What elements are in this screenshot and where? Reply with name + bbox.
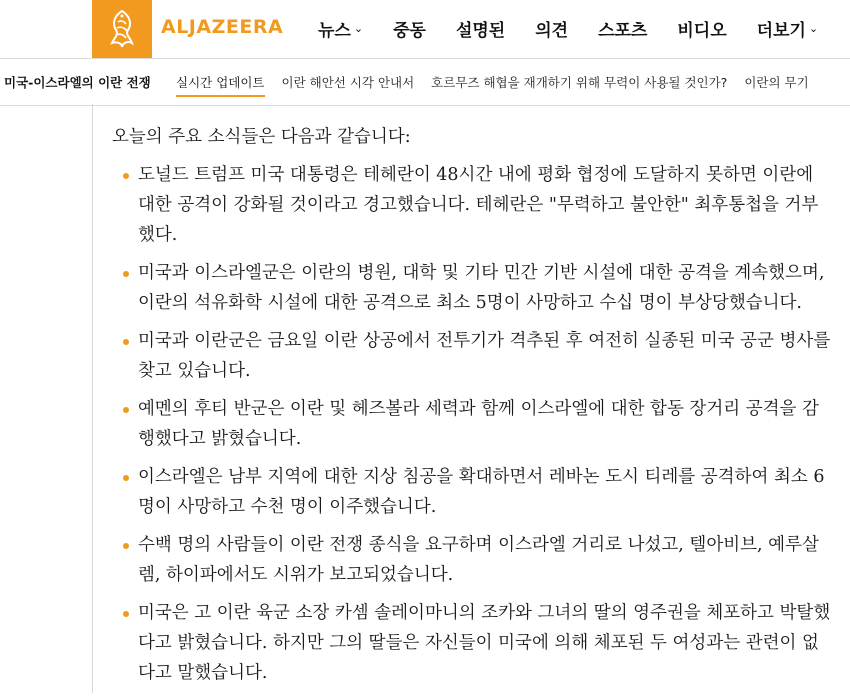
nav-item-more[interactable]	[757, 16, 819, 41]
list-item	[112, 258, 832, 318]
nav-item-label: 더보기	[756, 20, 806, 41]
list-item-text: 이스라엘은 남부 지역에 대한 지상 침공을 확대하면서 레바논 도시 티레를 공격하여 최소 6명이 사망하고 수천 명이 이주했습니다.	[138, 467, 825, 517]
nav-item-explained[interactable]	[456, 16, 505, 41]
list-item	[112, 530, 832, 590]
list-item	[112, 160, 832, 250]
main-nav	[318, 14, 818, 42]
bullet-dot-icon	[123, 173, 129, 179]
nav-item-label: 스포츠	[598, 20, 648, 41]
nav-item-sport[interactable]	[598, 16, 647, 41]
list-item-text: 미국은 고 이란 육군 소장 카셈 솔레이마니의 조카와 그녀의 딸의 영주권을 체포하고 박탈했다고 밝혔습니다. 하지만 그의 딸들은 자신들이 미국에 의해 체포된 두 여성과는 관련이 없다고 말했습니다.	[138, 603, 831, 683]
article-body	[112, 122, 832, 696]
nav-item-label: 의견	[535, 20, 569, 41]
bullet-dot-icon	[123, 543, 129, 549]
nav-item-news[interactable]	[318, 16, 363, 41]
nav-item-opinion[interactable]	[535, 16, 568, 41]
list-item-text: 미국과 이란군은 금요일 이란 상공에서 전투기가 격추된 후 여전히 실종된 미국 공군 병사를 찾고 있습니다.	[138, 331, 831, 381]
chevron-down-icon: ⌄	[353, 21, 364, 35]
topic-link-hormuz[interactable]: 호르무즈 해협을 재개하기 위해 무력이 사용될 것인가?	[431, 75, 728, 90]
nav-item-label: 설명된	[455, 20, 506, 41]
timeline-rule	[92, 104, 93, 693]
topic-title[interactable]: 미국-이스라엘의 이란 전쟁	[4, 75, 151, 90]
nav-item-middle-east[interactable]	[393, 16, 426, 41]
nav-item-label: 뉴스	[318, 20, 351, 41]
aljazeera-logo[interactable]	[92, 0, 152, 58]
list-item-text: 수백 명의 사람들이 이란 전쟁 종식을 요구하며 이스라엘 거리로 나섰고, 텔아비브, 예루살렘, 하이파에서도 시위가 보고되었습니다.	[138, 535, 819, 585]
list-item-text: 도널드 트럼프 미국 대통령은 테헤란이 48시간 내에 평화 협정에 도달하지 못하면 이란에 대한 공격이 강화될 것이라고 경고했습니다. 테헤란은 "무력하고 불안한" 최후통첩을 거부했다.	[138, 165, 819, 245]
nav-item-video[interactable]	[677, 16, 726, 41]
logo-calligraphy-icon	[104, 8, 140, 50]
topic-link-live-updates[interactable]: 실시간 업데이트	[176, 73, 265, 97]
list-item	[112, 326, 832, 386]
bullet-dot-icon	[123, 611, 129, 617]
topic-link-weapons[interactable]: 이란의 무기	[744, 75, 809, 90]
nav-item-label: 비디오	[677, 20, 727, 41]
topic-subnav	[0, 58, 850, 106]
summary-list	[112, 160, 832, 688]
logo-wordmark[interactable]: ALJAZEERA	[161, 16, 284, 38]
nav-item-label: 중동	[393, 20, 426, 41]
bullet-dot-icon	[123, 475, 129, 481]
list-item	[112, 394, 832, 454]
chevron-down-icon: ⌄	[808, 21, 819, 35]
bullet-dot-icon	[123, 407, 129, 413]
topic-link-coastline-guide[interactable]: 이란 해안선 시각 안내서	[281, 75, 415, 90]
article-intro: 오늘의 주요 소식들은 다음과 같습니다:	[112, 127, 411, 147]
bullet-dot-icon	[123, 271, 129, 277]
site-header	[0, 0, 850, 58]
list-item-text: 예멘의 후티 반군은 이란 및 헤즈볼라 세력과 함께 이스라엘에 대한 합동 장거리 공격을 감행했다고 밝혔습니다.	[138, 399, 819, 449]
list-item	[112, 598, 832, 688]
list-item-text: 미국과 이스라엘군은 이란의 병원, 대학 및 기타 민간 기반 시설에 대한 공격을 계속했으며, 이란의 석유화학 시설에 대한 공격으로 최소 5명이 사망하고 수십 명이 부상당했습니다.	[138, 263, 825, 313]
topic-links	[176, 73, 826, 97]
bullet-dot-icon	[123, 339, 129, 345]
list-item	[112, 462, 832, 522]
